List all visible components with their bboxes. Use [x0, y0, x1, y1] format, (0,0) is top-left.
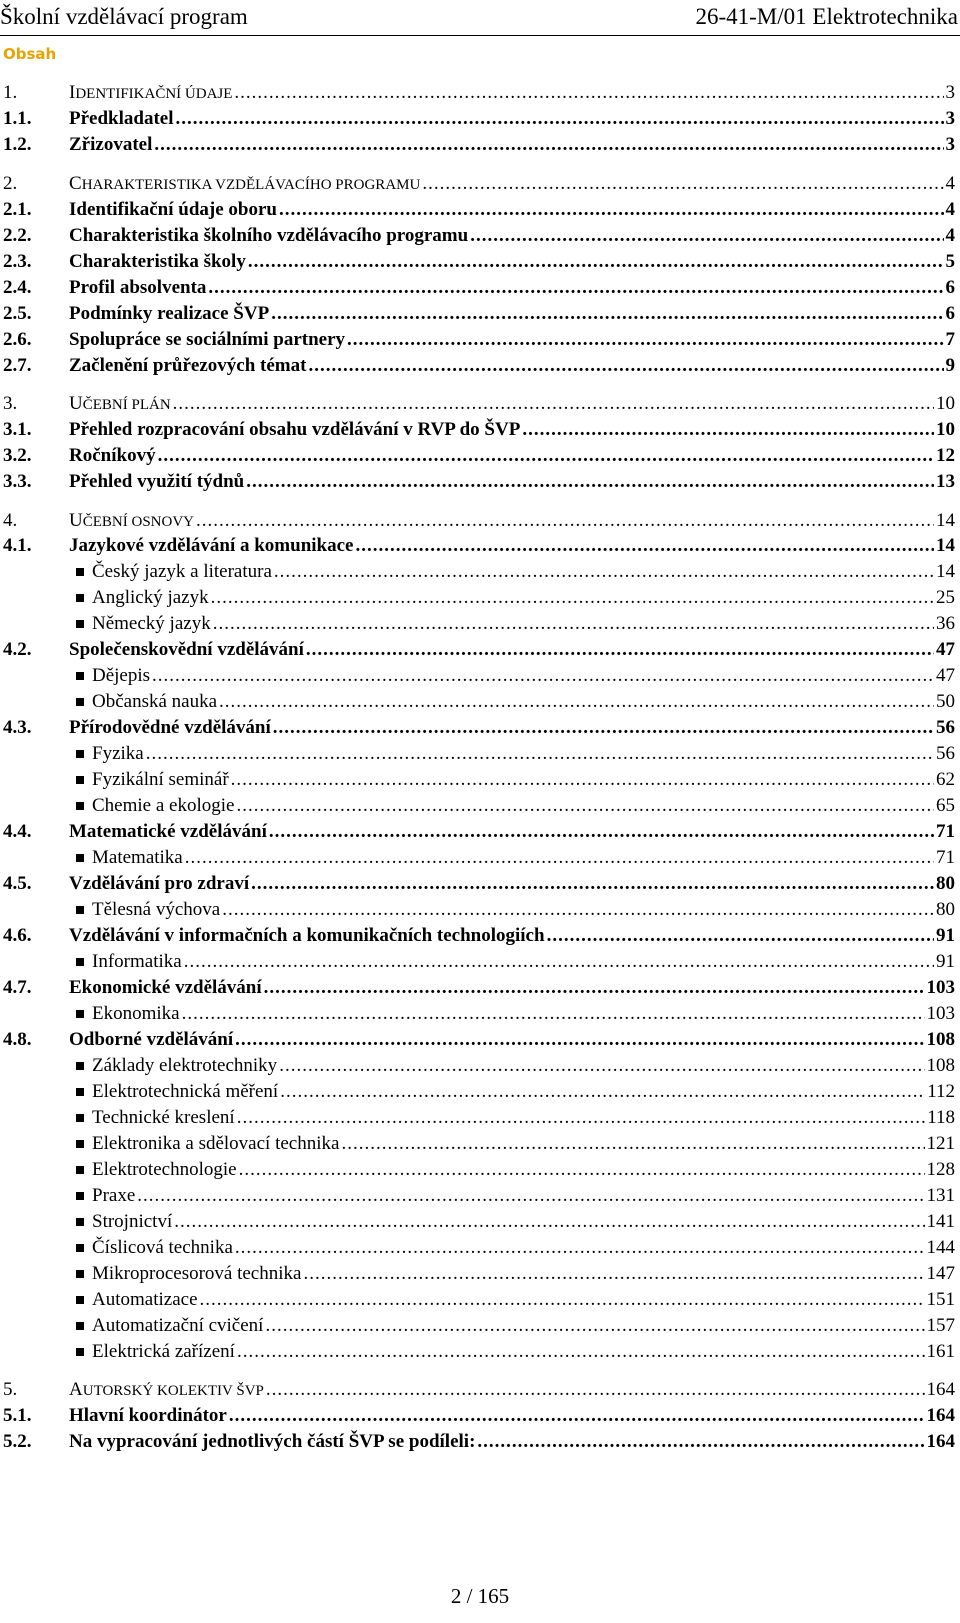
dot-leader — [185, 845, 934, 871]
toc-entry-page: 6 — [945, 277, 955, 298]
toc-entry[interactable] — [0, 1027, 955, 1053]
toc-entry-page: 151 — [926, 1289, 955, 1310]
toc-entry-title: Hlavní koordinátor — [69, 1403, 229, 1429]
dot-leader — [158, 443, 934, 469]
toc-entry-title: Praxe — [92, 1183, 137, 1209]
toc-entry-title: Automatizační cvičení — [92, 1313, 265, 1339]
dot-leader — [422, 171, 943, 197]
toc-entry-title — [69, 1377, 266, 1404]
toc-entry-title — [69, 508, 196, 535]
toc-entry[interactable] — [0, 1105, 955, 1131]
dot-leader — [137, 1183, 924, 1209]
toc-entry[interactable] — [0, 197, 955, 223]
dot-leader — [237, 1339, 925, 1365]
toc-entry[interactable] — [0, 533, 955, 559]
toc-entry-page: 4 — [945, 173, 955, 194]
bullet-icon — [76, 1192, 84, 1200]
dot-leader — [235, 1027, 924, 1053]
toc-entry-title: Přehled rozpracování obsahu vzdělávání v RVP do ŠVP — [69, 417, 522, 443]
toc-entry[interactable] — [0, 715, 955, 741]
toc-entry-title: Přírodovědné vzdělávání — [69, 715, 273, 741]
toc-entry[interactable] — [0, 1053, 955, 1079]
toc-entry-title: Na vypracování jednotlivých částí ŠVP se podíleli: — [69, 1429, 477, 1455]
toc-entry[interactable] — [0, 793, 955, 819]
toc-entry-title: Elektronika a sdělovací technika — [92, 1131, 341, 1157]
toc-entry-number: 2.6. — [3, 329, 32, 350]
bullet-icon — [76, 1244, 84, 1252]
toc-entry-title: Automatizace — [92, 1287, 200, 1313]
dot-leader — [265, 1313, 924, 1339]
toc-entry-page: 25 — [936, 587, 955, 608]
toc-entry-title — [69, 171, 422, 198]
toc-entry-page: 9 — [945, 355, 955, 376]
toc-entry-title: Vzdělávání v informačních a komunikačních technologiích — [69, 923, 547, 949]
toc-entry-number: 4.6. — [3, 925, 32, 946]
toc-entry[interactable] — [0, 741, 955, 767]
toc-entry-page: 80 — [936, 899, 955, 920]
toc-entry-title: Začlenění průřezových témat — [69, 353, 308, 379]
bullet-icon — [76, 1348, 84, 1356]
dot-leader — [152, 663, 934, 689]
toc-entry-title-initial: U — [69, 393, 83, 414]
dot-leader — [196, 508, 934, 534]
toc-entry-page: 128 — [926, 1159, 955, 1180]
toc-entry-page: 161 — [926, 1341, 955, 1362]
dot-leader — [235, 1235, 925, 1261]
toc-entry-page: 112 — [927, 1081, 955, 1102]
toc-entry-page: 14 — [936, 561, 955, 582]
dot-leader — [213, 611, 934, 637]
toc-entry-title-initial: I — [69, 82, 76, 103]
dot-leader — [229, 1403, 925, 1429]
toc-entry-page: 7 — [945, 329, 955, 350]
toc-entry-title: Číslicová technika — [92, 1235, 235, 1261]
dot-leader — [236, 793, 934, 819]
toc-entry[interactable] — [0, 611, 955, 637]
dot-leader — [174, 1209, 924, 1235]
toc-entry-page: 71 — [936, 821, 955, 842]
toc-entry-title-rest: HARAKTERISTIKA VZDĚLÁVACÍHO PROGRAMU — [81, 177, 421, 193]
toc-entry[interactable] — [0, 1235, 955, 1261]
toc-entry-title: Ekonomické vzdělávání — [69, 975, 264, 1001]
toc-entry[interactable] — [0, 443, 955, 469]
toc-entry-title: Elektrická zařízení — [92, 1339, 237, 1365]
toc-entry[interactable] — [0, 327, 955, 353]
toc-entry-title: Anglický jazyk — [92, 585, 211, 611]
toc-entry[interactable] — [0, 689, 955, 715]
toc-entry-number: 1.1. — [3, 108, 32, 129]
bullet-icon — [76, 1114, 84, 1122]
toc-entry[interactable] — [0, 585, 955, 611]
dot-leader — [347, 327, 943, 353]
dot-leader — [279, 1053, 924, 1079]
toc-entry[interactable] — [0, 1209, 955, 1235]
toc-entry-title: Dějepis — [92, 663, 152, 689]
toc-entry-title: Charakteristika školního vzdělávacího programu — [69, 223, 470, 249]
toc-entry-number: 2.4. — [3, 277, 32, 298]
toc-entry[interactable] — [0, 663, 955, 689]
toc-entry[interactable] — [0, 1403, 955, 1429]
toc-entry-number: 5.1. — [3, 1405, 32, 1426]
bullet-icon — [76, 1088, 84, 1096]
toc-entry-number: 4.7. — [3, 977, 32, 998]
toc-entry-page: 56 — [936, 717, 955, 738]
toc-entry[interactable] — [0, 1157, 955, 1183]
dot-leader — [269, 819, 934, 845]
toc-entry[interactable] — [0, 637, 955, 663]
toc-entry-page: 47 — [936, 639, 955, 660]
dot-leader — [219, 689, 934, 715]
toc-entry-title — [69, 391, 173, 418]
dot-leader — [266, 1377, 925, 1403]
toc-entry-number: 4.2. — [3, 639, 32, 660]
toc-entry[interactable] — [0, 923, 955, 949]
toc-entry-page: 4 — [945, 225, 955, 246]
toc-entry[interactable] — [0, 1001, 955, 1027]
toc-entry[interactable] — [0, 223, 955, 249]
toc-entry[interactable] — [0, 171, 955, 197]
dot-leader — [246, 469, 934, 495]
dot-leader — [239, 1157, 925, 1183]
page-header — [0, 0, 960, 36]
toc-entry-number: 2.7. — [3, 355, 32, 376]
toc-entry[interactable] — [0, 417, 955, 443]
toc-entry-page: 103 — [926, 977, 955, 998]
bullet-icon — [76, 698, 84, 706]
toc-entry-number: 2.1. — [3, 199, 32, 220]
dot-leader — [271, 301, 943, 327]
toc-entry[interactable] — [0, 767, 955, 793]
toc-entry-title: Předkladatel — [69, 106, 176, 132]
toc-entry-page: 65 — [936, 795, 955, 816]
toc-entry[interactable] — [0, 1429, 955, 1455]
toc-entry-number: 2. — [3, 173, 18, 194]
toc-entry[interactable] — [0, 1287, 955, 1313]
dot-leader — [274, 559, 934, 585]
toc-entry-page: 50 — [936, 691, 955, 712]
toc-heading: Obsah — [3, 45, 57, 63]
toc-entry-number: 3.3. — [3, 471, 32, 492]
toc-entry-title: Základy elektrotechniky — [92, 1053, 279, 1079]
toc-entry-title: Elektrotechnologie — [92, 1157, 239, 1183]
toc-entry-number: 4.3. — [3, 717, 32, 738]
toc-entry-title — [69, 80, 234, 107]
toc-entry-page: 62 — [936, 769, 955, 790]
bullet-icon — [76, 802, 84, 810]
toc-entry-number: 5. — [3, 1379, 18, 1400]
toc-entry-number: 4.8. — [3, 1029, 32, 1050]
toc-entry-title-rest: UTORSKÝ KOLEKTIV ŠVP — [82, 1383, 264, 1399]
bullet-icon — [76, 1296, 84, 1304]
toc-entry[interactable] — [0, 819, 955, 845]
toc-entry-title: Informatika — [92, 949, 184, 975]
dot-leader — [154, 132, 943, 158]
dot-leader — [222, 897, 934, 923]
toc-entry-page: 71 — [936, 847, 955, 868]
toc-entry-number: 3. — [3, 393, 18, 414]
toc-entry-page: 12 — [936, 445, 955, 466]
toc-entry-page: 3 — [945, 82, 955, 103]
dot-leader — [308, 353, 943, 379]
toc-entry-title: Chemie a ekologie — [92, 793, 236, 819]
toc-entry-number: 2.2. — [3, 225, 32, 246]
toc-entry-number: 4.5. — [3, 873, 32, 894]
toc-entry[interactable] — [0, 1377, 955, 1403]
bullet-icon — [76, 854, 84, 862]
dot-leader — [279, 197, 944, 223]
dot-leader — [200, 1287, 925, 1313]
toc-entry-page: 91 — [936, 951, 955, 972]
toc-entry-title: Podmínky realizace ŠVP — [69, 301, 271, 327]
toc-entry-title: Odborné vzdělávání — [69, 1027, 235, 1053]
toc-entry-title: Matematika — [92, 845, 185, 871]
bullet-icon — [76, 1140, 84, 1148]
toc-entry[interactable] — [0, 897, 955, 923]
bullet-icon — [76, 1218, 84, 1226]
toc-entry-page: 91 — [936, 925, 955, 946]
toc-entry-page: 10 — [936, 419, 955, 440]
bullet-icon — [76, 1010, 84, 1018]
dot-leader — [470, 223, 943, 249]
toc-entry-page: 141 — [926, 1211, 955, 1232]
dot-leader — [251, 871, 934, 897]
toc-entry[interactable] — [0, 80, 955, 106]
bullet-icon — [76, 620, 84, 628]
toc-entry-page: 3 — [945, 134, 955, 155]
dot-leader — [173, 391, 934, 417]
toc-entry-number: 1. — [3, 82, 18, 103]
toc-entry[interactable] — [0, 1079, 955, 1105]
dot-leader — [248, 249, 944, 275]
toc-entry[interactable] — [0, 106, 955, 132]
bullet-icon — [76, 1062, 84, 1070]
toc-entry-title: Německý jazyk — [92, 611, 213, 637]
bullet-icon — [76, 1270, 84, 1278]
bullet-icon — [76, 1166, 84, 1174]
toc-entry[interactable] — [0, 391, 955, 417]
toc-entry-number: 4.1. — [3, 535, 32, 556]
toc-entry-page: 5 — [945, 251, 955, 272]
dot-leader — [211, 585, 934, 611]
toc-entry-title: Spolupráce se sociálními partnery — [69, 327, 347, 353]
toc-entry[interactable] — [0, 871, 955, 897]
toc-entry-title: Ekonomika — [92, 1001, 182, 1027]
toc-entry[interactable] — [0, 1313, 955, 1339]
toc-entry-title-rest: DENTIFIKAČNÍ ÚDAJE — [75, 86, 233, 102]
toc-entry-title: Identifikační údaje oboru — [69, 197, 279, 223]
toc-entry-title: Vzdělávání pro zdraví — [69, 871, 251, 897]
toc-entry-number: 1.2. — [3, 134, 32, 155]
toc-entry-page: 118 — [927, 1107, 955, 1128]
dot-leader — [237, 1105, 926, 1131]
toc-entry-title-initial: C — [69, 173, 82, 194]
toc-entry-title: Jazykové vzdělávání a komunikace — [69, 533, 355, 559]
dot-leader — [280, 1079, 925, 1105]
toc-entry-page: 3 — [945, 108, 955, 129]
toc-entry-title-rest: ČEBNÍ PLÁN — [82, 397, 171, 413]
toc-entry[interactable] — [0, 1183, 955, 1209]
toc-entry-title: Občanská nauka — [92, 689, 219, 715]
toc-entry-title-initial: U — [69, 510, 83, 531]
toc-entry-number: 4. — [3, 510, 18, 531]
dot-leader — [176, 106, 944, 132]
toc-entry-number: 4.4. — [3, 821, 32, 842]
toc-entry[interactable] — [0, 469, 955, 495]
dot-leader — [184, 949, 934, 975]
toc-entry-page: 14 — [936, 510, 955, 531]
toc-entry-title: Ročníkový — [69, 443, 158, 469]
dot-leader — [182, 1001, 925, 1027]
toc-entry-page: 164 — [926, 1405, 955, 1426]
toc-entry-number: 5.2. — [3, 1431, 32, 1452]
bullet-icon — [76, 958, 84, 966]
document-title: Školní vzdělávací program — [0, 4, 248, 29]
toc-entry-page: 147 — [926, 1263, 955, 1284]
toc-entry[interactable] — [0, 353, 955, 379]
toc-entry-title-initial: A — [69, 1379, 83, 1400]
dot-leader — [477, 1429, 924, 1455]
program-code: 26-41-M/01 Elektrotechnika — [695, 4, 958, 29]
toc-entry-title: Fyzikální seminář — [92, 767, 231, 793]
toc-entry-title: Fyzika — [92, 741, 146, 767]
toc-entry-page: 108 — [926, 1029, 955, 1050]
toc-entry-page: 164 — [926, 1379, 955, 1400]
toc-entry-title: Charakteristika školy — [69, 249, 248, 275]
toc-entry-number: 3.2. — [3, 445, 32, 466]
toc-entry[interactable] — [0, 249, 955, 275]
bullet-icon — [76, 1322, 84, 1330]
toc-entry[interactable] — [0, 275, 955, 301]
dot-leader — [234, 80, 943, 106]
toc-entry-title: Matematické vzdělávání — [69, 819, 269, 845]
toc-entry[interactable] — [0, 1131, 955, 1157]
toc-entry-page: 131 — [926, 1185, 955, 1206]
dot-leader — [273, 715, 934, 741]
toc-entry-number: 2.5. — [3, 303, 32, 324]
bullet-icon — [76, 568, 84, 576]
toc-entry[interactable] — [0, 845, 955, 871]
toc-entry-title: Přehled využití týdnů — [69, 469, 246, 495]
toc-entry-page: 36 — [936, 613, 955, 634]
toc-entry-title: Technické kreslení — [92, 1105, 237, 1131]
toc-entry-page: 13 — [936, 471, 955, 492]
toc-entry[interactable] — [0, 559, 955, 585]
dot-leader — [303, 1261, 924, 1287]
toc-entry-page: 121 — [926, 1133, 955, 1154]
toc-entry-title: Český jazyk a literatura — [92, 559, 274, 585]
dot-leader — [341, 1131, 924, 1157]
toc-entry-page: 4 — [945, 199, 955, 220]
toc-entry-page: 6 — [945, 303, 955, 324]
toc-entry-page: 108 — [926, 1055, 955, 1076]
toc-entry-page: 164 — [926, 1431, 955, 1452]
toc-entry-title: Zřizovatel — [69, 132, 154, 158]
toc-entry-page: 80 — [936, 873, 955, 894]
toc-entry-title: Elektrotechnická měření — [92, 1079, 280, 1105]
toc-entry-title: Tělesná výchova — [92, 897, 222, 923]
bullet-icon — [76, 750, 84, 758]
toc-entry-page: 47 — [936, 665, 955, 686]
toc-entry-title: Společenskovědní vzdělávání — [69, 637, 306, 663]
dot-leader — [146, 741, 934, 767]
dot-leader — [547, 923, 934, 949]
toc-entry[interactable] — [0, 508, 955, 534]
toc-entry[interactable] — [0, 1339, 955, 1365]
bullet-icon — [76, 594, 84, 602]
toc-entry-page: 56 — [936, 743, 955, 764]
dot-leader — [355, 533, 934, 559]
toc-entry-number: 3.1. — [3, 419, 32, 440]
toc-entry-title-rest: ČEBNÍ OSNOVY — [82, 514, 194, 530]
toc-entry-page: 144 — [926, 1237, 955, 1258]
toc-entry[interactable] — [0, 975, 955, 1001]
toc-entry-number: 2.3. — [3, 251, 32, 272]
bullet-icon — [76, 672, 84, 680]
dot-leader — [208, 275, 943, 301]
toc-entry[interactable] — [0, 132, 955, 158]
toc-entry-page: 157 — [926, 1315, 955, 1336]
toc-entry-page: 10 — [936, 393, 955, 414]
toc-entry-title: Mikroprocesorová technika — [92, 1261, 303, 1287]
toc-entry[interactable] — [0, 301, 955, 327]
dot-leader — [306, 637, 934, 663]
toc-entry[interactable] — [0, 949, 955, 975]
toc-entry-page: 103 — [926, 1003, 955, 1024]
toc-entry[interactable] — [0, 1261, 955, 1287]
page-number: 2 / 165 — [450, 1584, 510, 1608]
bullet-icon — [76, 776, 84, 784]
toc-entry-page: 14 — [936, 535, 955, 556]
bullet-icon — [76, 906, 84, 914]
dot-leader — [264, 975, 925, 1001]
dot-leader — [231, 767, 934, 793]
dot-leader — [522, 417, 934, 443]
toc-entry-title: Profil absolventa — [69, 275, 208, 301]
toc-entry-title: Strojnictví — [92, 1209, 174, 1235]
